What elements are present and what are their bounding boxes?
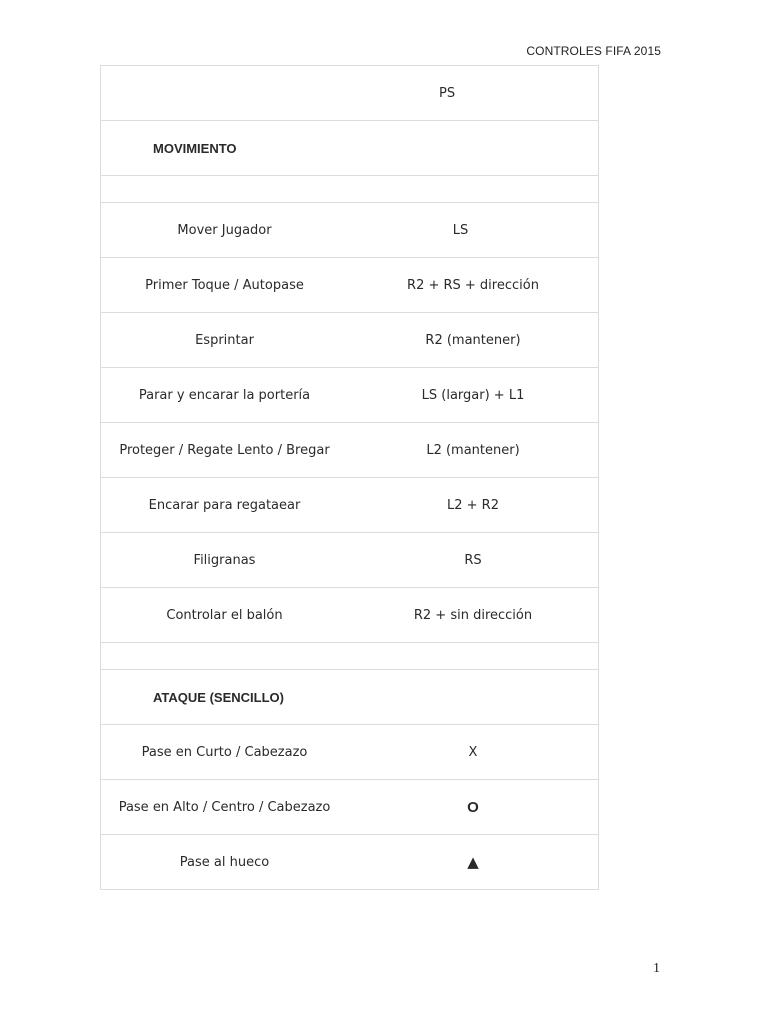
x-button-icon: X: [468, 744, 478, 760]
table-row: [101, 835, 599, 890]
action-cell: Encarar para regataear: [101, 478, 349, 533]
table-row: [101, 258, 599, 313]
table-row: [101, 478, 599, 533]
triangle-button-icon: ▲: [467, 853, 479, 871]
action-cell: Esprintar: [101, 313, 349, 368]
key-cell: L2 + R2: [348, 478, 599, 533]
action-cell: Pase en Alto / Centro / Cabezazo: [101, 780, 349, 835]
controls-table: [100, 65, 599, 890]
table-row: [101, 368, 599, 423]
table-row: [101, 780, 599, 835]
table-row: [101, 423, 599, 478]
spacer-row: [101, 643, 599, 670]
table-row: [101, 588, 599, 643]
key-cell: LS (largar) + L1: [348, 368, 599, 423]
key-cell: [348, 835, 599, 890]
table-row: [101, 533, 599, 588]
section-row-movimiento: [101, 121, 599, 176]
header-ps-cell: [348, 66, 599, 121]
key-cell: R2 + RS + dirección: [348, 258, 599, 313]
column-header-ps: PS: [439, 85, 456, 101]
key-cell: [348, 780, 599, 835]
key-cell: L2 (mantener): [348, 423, 599, 478]
key-cell: R2 + sin dirección: [348, 588, 599, 643]
key-cell: [348, 725, 599, 780]
action-cell: Proteger / Regate Lento / Bregar: [101, 423, 349, 478]
table-row: [101, 313, 599, 368]
action-cell: Pase en Curto / Cabezazo: [101, 725, 349, 780]
key-cell: RS: [348, 533, 599, 588]
header-empty-cell: [101, 66, 349, 121]
table-row: [101, 725, 599, 780]
action-cell: Mover Jugador: [101, 203, 349, 258]
key-cell: LS: [348, 203, 599, 258]
key-cell: R2 (mantener): [348, 313, 599, 368]
action-cell: Controlar el balón: [101, 588, 349, 643]
action-cell: Filigranas: [101, 533, 349, 588]
section-row-ataque: [101, 670, 599, 725]
section-title-movimiento: MOVIMIENTO: [153, 140, 237, 156]
action-cell: Pase al hueco: [101, 835, 349, 890]
table-header-row: [101, 66, 599, 121]
action-cell: Primer Toque / Autopase: [101, 258, 349, 313]
page-number: 1: [653, 961, 660, 976]
action-cell: Parar y encarar la portería: [101, 368, 349, 423]
section-title-ataque: ATAQUE (SENCILLO): [153, 689, 284, 705]
circle-button-icon: O: [467, 798, 479, 816]
spacer-row: [101, 176, 599, 203]
page-header-title: CONTROLES FIFA 2015: [526, 44, 661, 58]
table-row: [101, 203, 599, 258]
